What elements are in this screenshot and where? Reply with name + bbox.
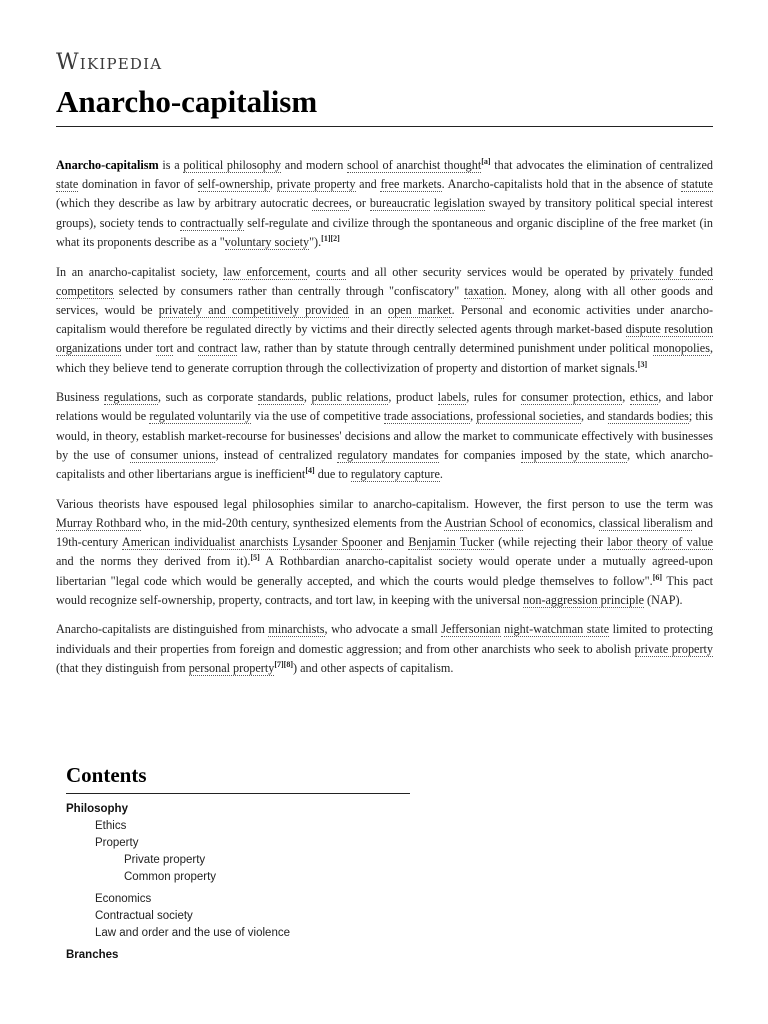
link-legislation[interactable]: legislation xyxy=(433,196,485,211)
link-courts[interactable]: courts xyxy=(316,264,346,279)
toc-item-private-property[interactable]: Private property xyxy=(124,854,206,866)
link-consumer-unions[interactable]: consumer unions xyxy=(130,447,216,462)
link-free-markets[interactable]: free markets xyxy=(380,177,442,192)
link-ethics[interactable]: ethics xyxy=(629,390,659,405)
link-public-relations[interactable]: public relations xyxy=(311,390,389,405)
paragraph-3: Business regulations, such as corporate standards, public relations, product labels, rules for consumer protection, ethics, and labor relations would be regulated voluntarily via the use of competitive trade associations, professional societies, and standards bodies; this would, in theory, establish market-recourse for businesses' decisions and allow the market to communicate effectively with businesses by the use of consumer unions, instead of centralized regulatory mandates for companies imposed by the state, which anarcho-capitalists and other libertarians argue is inefficient[4] due to regulatory capture. xyxy=(56,390,714,482)
toc-item-property[interactable]: Property xyxy=(95,837,139,849)
wikipedia-logo[interactable]: Wikipedia xyxy=(56,50,163,75)
link-standards[interactable]: standards xyxy=(257,390,304,405)
paragraph-2: In an anarcho-capitalist society, law enforcement, courts and all other security services would be operated by privately funded competitors selected by consumers rather than centrally through "confiscatory" taxation. Money, along with all other goods and services, would be privately and competitively provided in an open market. Personal and economic activities under anarcho-capitalism would therefore be regulated directly by victims and their directly selected agents through market-based dispute resolution organizations under tort and contract law, rather than by statute through centrally determined punishment under political monopolies, which they believe tend to generate corruption through the collectivization of property and distortion of market signals.[3] xyxy=(56,264,714,375)
link-political-philosophy[interactable]: political philosophy xyxy=(183,158,282,172)
link-standards-bodies[interactable]: standards bodies xyxy=(607,409,689,424)
link-imposed-by-the-state[interactable]: imposed by the state xyxy=(520,447,628,462)
link-lysander-spooner[interactable]: Lysander Spooner xyxy=(292,535,383,550)
link-tort[interactable]: tort xyxy=(156,341,174,356)
link-murray-rothbard[interactable]: Murray Rothbard xyxy=(56,515,142,530)
link-regulated-voluntarily[interactable]: regulated voluntarily xyxy=(149,409,252,424)
paragraph-4: Various theorists have espoused legal philosophies similar to anarcho-capitalism. However, the first person to use the term was Murray Rothbard who, in the mid-20th century, synthesized elements from the Austrian School of economics, classical liberalism and 19th-century American individualist anarchists Lysander Spooner and Benjamin Tucker (while rejecting their labor theory of value and the norms they derived from it).[5] A Rothbardian anarcho-capitalist society would operate under a mutually agreed-upon libertarian "legal code which would be generally accepted, and which the courts would pledge themselves to follow".[6] This pact would recognize self-ownership, property, contracts, and tort law, in keeping with the universal non-aggression principle (NAP). xyxy=(56,496,713,607)
link-regulatory-mandates[interactable]: regulatory mandates xyxy=(337,447,439,462)
link-minarchists[interactable]: minarchists xyxy=(268,622,325,637)
link-open-market[interactable]: open market xyxy=(387,302,452,317)
note-3[interactable]: [3] xyxy=(637,359,648,369)
link-decrees[interactable]: decrees xyxy=(312,196,349,211)
note-4[interactable]: [4] xyxy=(305,466,315,476)
toc-item-common-property[interactable]: Common property xyxy=(124,871,217,883)
link-labels[interactable]: labels xyxy=(437,390,467,405)
link-non-aggression-principle[interactable]: non-aggression principle xyxy=(523,592,644,607)
link-dispute-resolution[interactable]: dispute resolution organizations xyxy=(56,322,713,356)
link-regulatory-capture[interactable]: regulatory capture xyxy=(350,467,440,482)
link-labor-theory-of-value[interactable]: labor theory of value xyxy=(607,535,713,550)
link-school-of-anarchist-thought[interactable]: school of anarchist thought xyxy=(346,158,482,172)
link-night-watchman-state[interactable]: night-watchman state xyxy=(504,622,610,637)
link-consumer-protection[interactable]: consumer protection xyxy=(520,390,623,405)
toc-item-law-and-order[interactable]: Law and order and the use of violence xyxy=(95,927,290,939)
contents-title: Contents xyxy=(66,763,410,794)
table-of-contents xyxy=(66,763,410,964)
link-taxation[interactable]: taxation xyxy=(464,283,504,298)
toc-item-philosophy[interactable]: Philosophy xyxy=(66,803,128,815)
link-austrian-school[interactable]: Austrian School xyxy=(444,515,524,530)
toc-item-economics[interactable]: Economics xyxy=(95,893,152,905)
note-5[interactable]: [5] xyxy=(250,553,260,563)
link-jeffersonian[interactable]: Jeffersonian xyxy=(441,622,501,637)
link-private-property-2[interactable]: private property xyxy=(634,641,713,656)
link-law-enforcement[interactable]: law enforcement xyxy=(223,264,308,279)
link-professional-societies[interactable]: professional societies xyxy=(476,409,581,424)
link-regulations[interactable]: regulations xyxy=(103,390,159,405)
paragraph-5: Anarcho-capitalists are distinguished from minarchists, who advocate a small Jeffersonian night-watchman state limited to protecting individuals and their properties from foreign and domestic aggression; and from other anarchists who seek to abolish private property (that they distinguish from personal property[7][8]) and other aspects of capitalism. xyxy=(56,622,714,675)
link-self-ownership[interactable]: self-ownership xyxy=(197,177,270,192)
link-trade-associations[interactable]: trade associations xyxy=(383,409,471,424)
link-monopolies[interactable]: monopolies xyxy=(653,341,710,356)
link-contract[interactable]: contract xyxy=(197,341,238,356)
note-1-2[interactable]: [1][2] xyxy=(321,233,340,243)
title-divider xyxy=(56,126,713,127)
link-personal-property[interactable]: personal property xyxy=(188,660,275,675)
link-privately-provided[interactable]: privately and competitively provided xyxy=(158,302,349,317)
link-voluntary-society[interactable]: voluntary society xyxy=(224,234,310,249)
article-body xyxy=(56,156,713,689)
note-6[interactable]: [6] xyxy=(652,572,663,582)
toc-item-contractual-society[interactable]: Contractual society xyxy=(95,910,193,922)
toc-item-branches[interactable]: Branches xyxy=(66,949,119,961)
link-statute[interactable]: statute xyxy=(681,177,713,192)
paragraph-1: Anarcho-capitalism is a political philosophy and modern school of anarchist thought[a] that advocates the elimination of centralized state domination in favor of self-ownership, private property and free markets. Anarcho-capitalists hold that in the absence of statute (which they describe as law by arbitrary autocratic decrees, or bureaucratic legislation swayed by transitory political special interest groups), society tends to contractually self-regulate and civilize through the spontaneous and organic discipline of the free market (in what its proponents describe as a "voluntary society").[1][2] xyxy=(56,157,714,249)
toc-list xyxy=(66,801,410,964)
article-term: Anarcho-capitalism xyxy=(56,158,159,172)
link-contractually[interactable]: contractually xyxy=(180,215,244,230)
link-privately-funded-competitors[interactable]: privately funded competitors xyxy=(56,264,714,298)
note-7-8[interactable]: [7][8] xyxy=(274,659,293,669)
link-bureaucratic[interactable]: bureaucratic xyxy=(369,196,431,211)
note-a[interactable]: [a] xyxy=(481,157,491,166)
link-state[interactable]: state xyxy=(56,177,79,192)
link-benjamin-tucker[interactable]: Benjamin Tucker xyxy=(408,535,494,550)
link-american-individualist-anarchists[interactable]: American individualist anarchists xyxy=(121,535,289,550)
toc-item-ethics[interactable]: Ethics xyxy=(95,820,127,832)
link-classical-liberalism[interactable]: classical liberalism xyxy=(598,515,693,530)
link-private-property[interactable]: private property xyxy=(276,177,356,192)
page-title: Anarcho-capitalism xyxy=(56,84,318,119)
